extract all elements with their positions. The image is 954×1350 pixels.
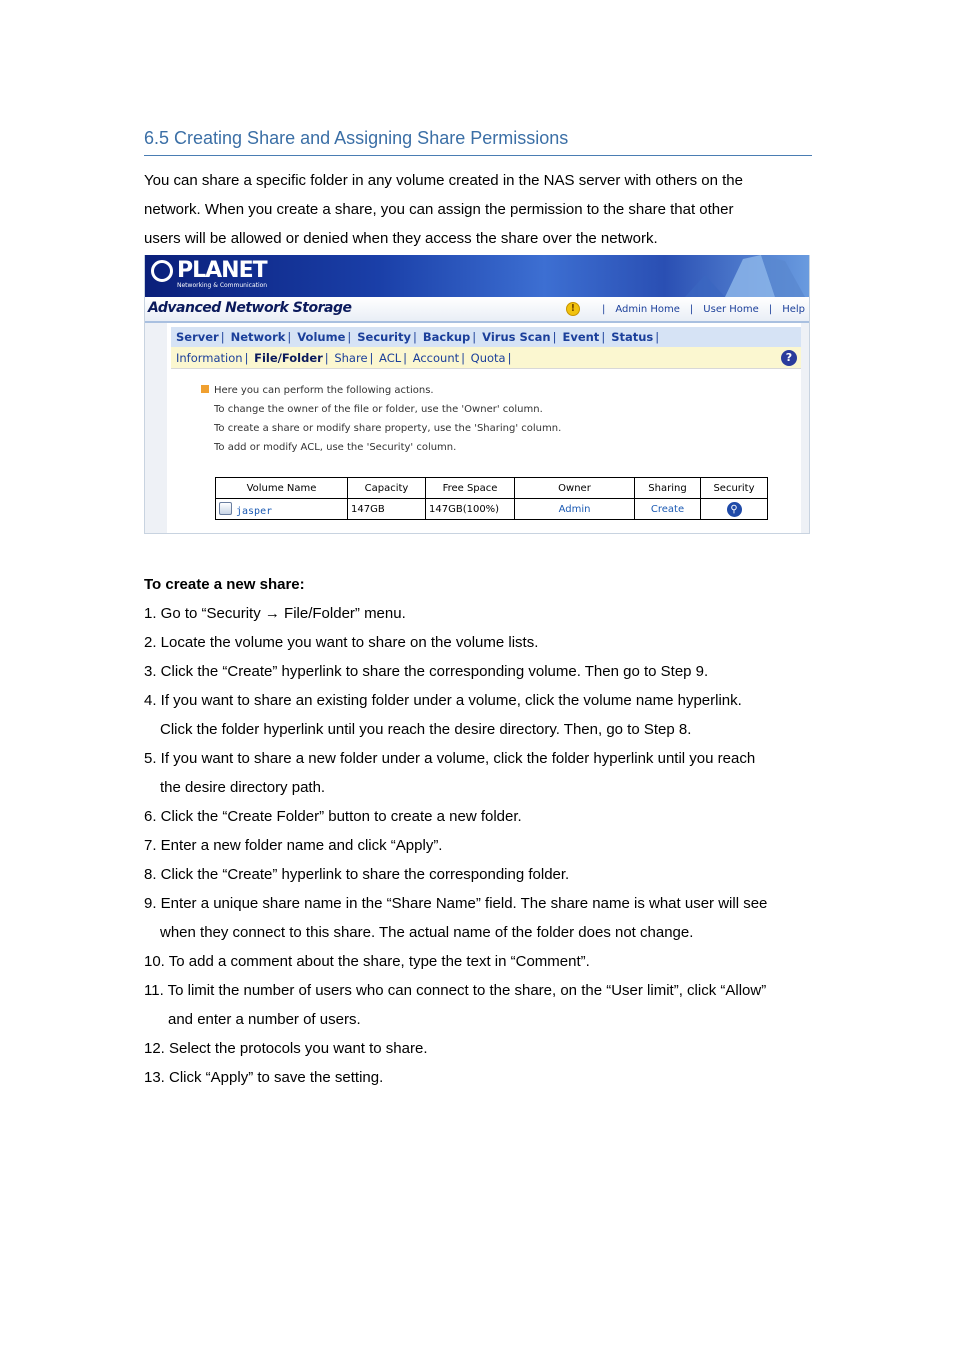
help-icon[interactable]: ? — [781, 350, 797, 366]
security-key-icon[interactable]: ⚲ — [727, 502, 742, 517]
top-links — [566, 302, 805, 316]
building-graphic — [665, 255, 810, 297]
info-box — [201, 381, 561, 457]
submenu-file-folder[interactable]: File/Folder — [254, 351, 323, 365]
submenu-quota[interactable]: Quota — [470, 351, 506, 365]
volume-icon — [219, 502, 232, 515]
logo-ring-icon — [151, 260, 173, 282]
left-gutter — [145, 323, 167, 534]
col-volume-name: Volume Name — [216, 478, 348, 499]
step-item: 4. If you want to share an existing folder under a volume, click the volume name hyperlink. — [144, 692, 742, 709]
link-separator: | — [601, 303, 606, 315]
step-item: 3. Click the “Create” hyperlink to share the corresponding volume. Then go to Step 9. — [144, 663, 709, 680]
info-line: To change the owner of the file or folder, use the 'Owner' column. — [214, 404, 543, 415]
col-owner: Owner — [515, 478, 635, 499]
owner-cell — [515, 499, 635, 520]
submenu-acl[interactable]: ACL — [379, 351, 402, 365]
step-item: 8. Click the “Create” hyperlink to share the corresponding folder. — [144, 866, 570, 883]
step-item: 12. Select the protocols you want to share. — [144, 1040, 428, 1057]
intro-paragraph — [144, 166, 814, 253]
volume-cell — [216, 499, 348, 520]
security-cell — [701, 499, 768, 520]
right-gutter — [801, 323, 809, 534]
link-separator: | — [689, 303, 694, 315]
col-sharing: Sharing — [635, 478, 701, 499]
bullet-icon — [201, 385, 209, 393]
step-item: 6. Click the “Create Folder” button to create a new folder. — [144, 808, 522, 825]
step-item: 10. To add a comment about the share, type the text in “Comment”. — [144, 953, 590, 970]
step-item: 1. Go to “Security → File/Folder” menu. — [144, 605, 406, 622]
nas-screenshot — [144, 255, 810, 534]
main-menu: Server | Network | Volume | Security | Backup | Virus Scan | Event | Status | — [171, 327, 801, 347]
admin-home-link[interactable]: Admin Home — [615, 303, 680, 315]
col-security: Security — [701, 478, 768, 499]
intro-line: users will be allowed or denied when they access the share over the network. — [144, 230, 658, 247]
menu-server[interactable]: Server — [176, 330, 219, 344]
menu-backup[interactable]: Backup — [422, 330, 471, 344]
col-capacity: Capacity — [348, 478, 426, 499]
menu-status[interactable]: Status — [611, 330, 654, 344]
menu-network[interactable]: Network — [230, 330, 286, 344]
link-separator: | — [768, 303, 773, 315]
col-free-space: Free Space — [426, 478, 515, 499]
sharing-cell — [635, 499, 701, 520]
step-item: 11. To limit the number of users who can connect to the share, on the “User limit”, click “Allow” — [144, 982, 767, 999]
header-banner — [145, 255, 810, 297]
free-space-cell: 147GB(100%) — [426, 499, 515, 520]
warning-icon[interactable]: ! — [566, 302, 580, 316]
table-row — [216, 499, 768, 520]
logo-tagline: Networking & Communication — [177, 282, 268, 289]
owner-link[interactable]: Admin — [558, 503, 591, 515]
capacity-cell: 147GB — [348, 499, 426, 520]
menu-volume[interactable]: Volume — [297, 330, 346, 344]
intro-line: You can share a specific folder in any volume created in the NAS server with others on the — [144, 172, 743, 189]
create-share-link[interactable]: Create — [650, 503, 685, 515]
sub-menu: Information | File/Folder | Share | ACL | Account | Quota | ? — [171, 347, 801, 369]
steps-section — [144, 570, 824, 1092]
info-line: To add or modify ACL, use the 'Security' column. — [214, 442, 457, 453]
logo-word: PLANET — [177, 258, 267, 283]
intro-line: network. When you create a share, you can assign the permission to the share that other — [144, 201, 734, 218]
step-item: 2. Locate the volume you want to share on the volume lists. — [144, 634, 539, 651]
help-link[interactable]: Help — [782, 303, 805, 315]
step-item: 5. If you want to share a new folder under a volume, click the folder hyperlink until you reach — [144, 750, 756, 767]
step-item: 7. Enter a new folder name and click “Apply”. — [144, 837, 443, 854]
step-item-continued: when they connect to this share. The actual name of the folder does not change. — [160, 924, 694, 941]
submenu-information[interactable]: Information — [176, 351, 243, 365]
section-heading: 6.5 Creating Share and Assigning Share Permissions — [144, 128, 812, 156]
step-item-continued: the desire directory path. — [160, 779, 326, 796]
steps-title: To create a new share: — [144, 576, 305, 593]
menu-security[interactable]: Security — [357, 330, 411, 344]
step-item: 9. Enter a unique share name in the “Share Name” field. The share name is what user will see — [144, 895, 768, 912]
product-bar — [145, 297, 810, 323]
submenu-account[interactable]: Account — [412, 351, 460, 365]
product-name: Advanced Network Storage — [148, 300, 352, 316]
step-item-continued: Click the folder hyperlink until you reach the desire directory. Then, go to Step 8. — [160, 721, 692, 738]
user-home-link[interactable]: User Home — [703, 303, 759, 315]
volume-table — [215, 477, 768, 520]
step-item: 13. Click “Apply” to save the setting. — [144, 1069, 384, 1086]
step-item-continued: and enter a number of users. — [168, 1011, 361, 1028]
volume-link[interactable]: jasper — [236, 505, 273, 517]
table-header-row — [216, 478, 768, 499]
info-line: Here you can perform the following actions. — [214, 385, 434, 396]
info-line: To create a share or modify share property, use the 'Sharing' column. — [214, 423, 562, 434]
menu-event[interactable]: Event — [562, 330, 600, 344]
submenu-share[interactable]: Share — [334, 351, 368, 365]
menu-virus-scan[interactable]: Virus Scan — [482, 330, 551, 344]
